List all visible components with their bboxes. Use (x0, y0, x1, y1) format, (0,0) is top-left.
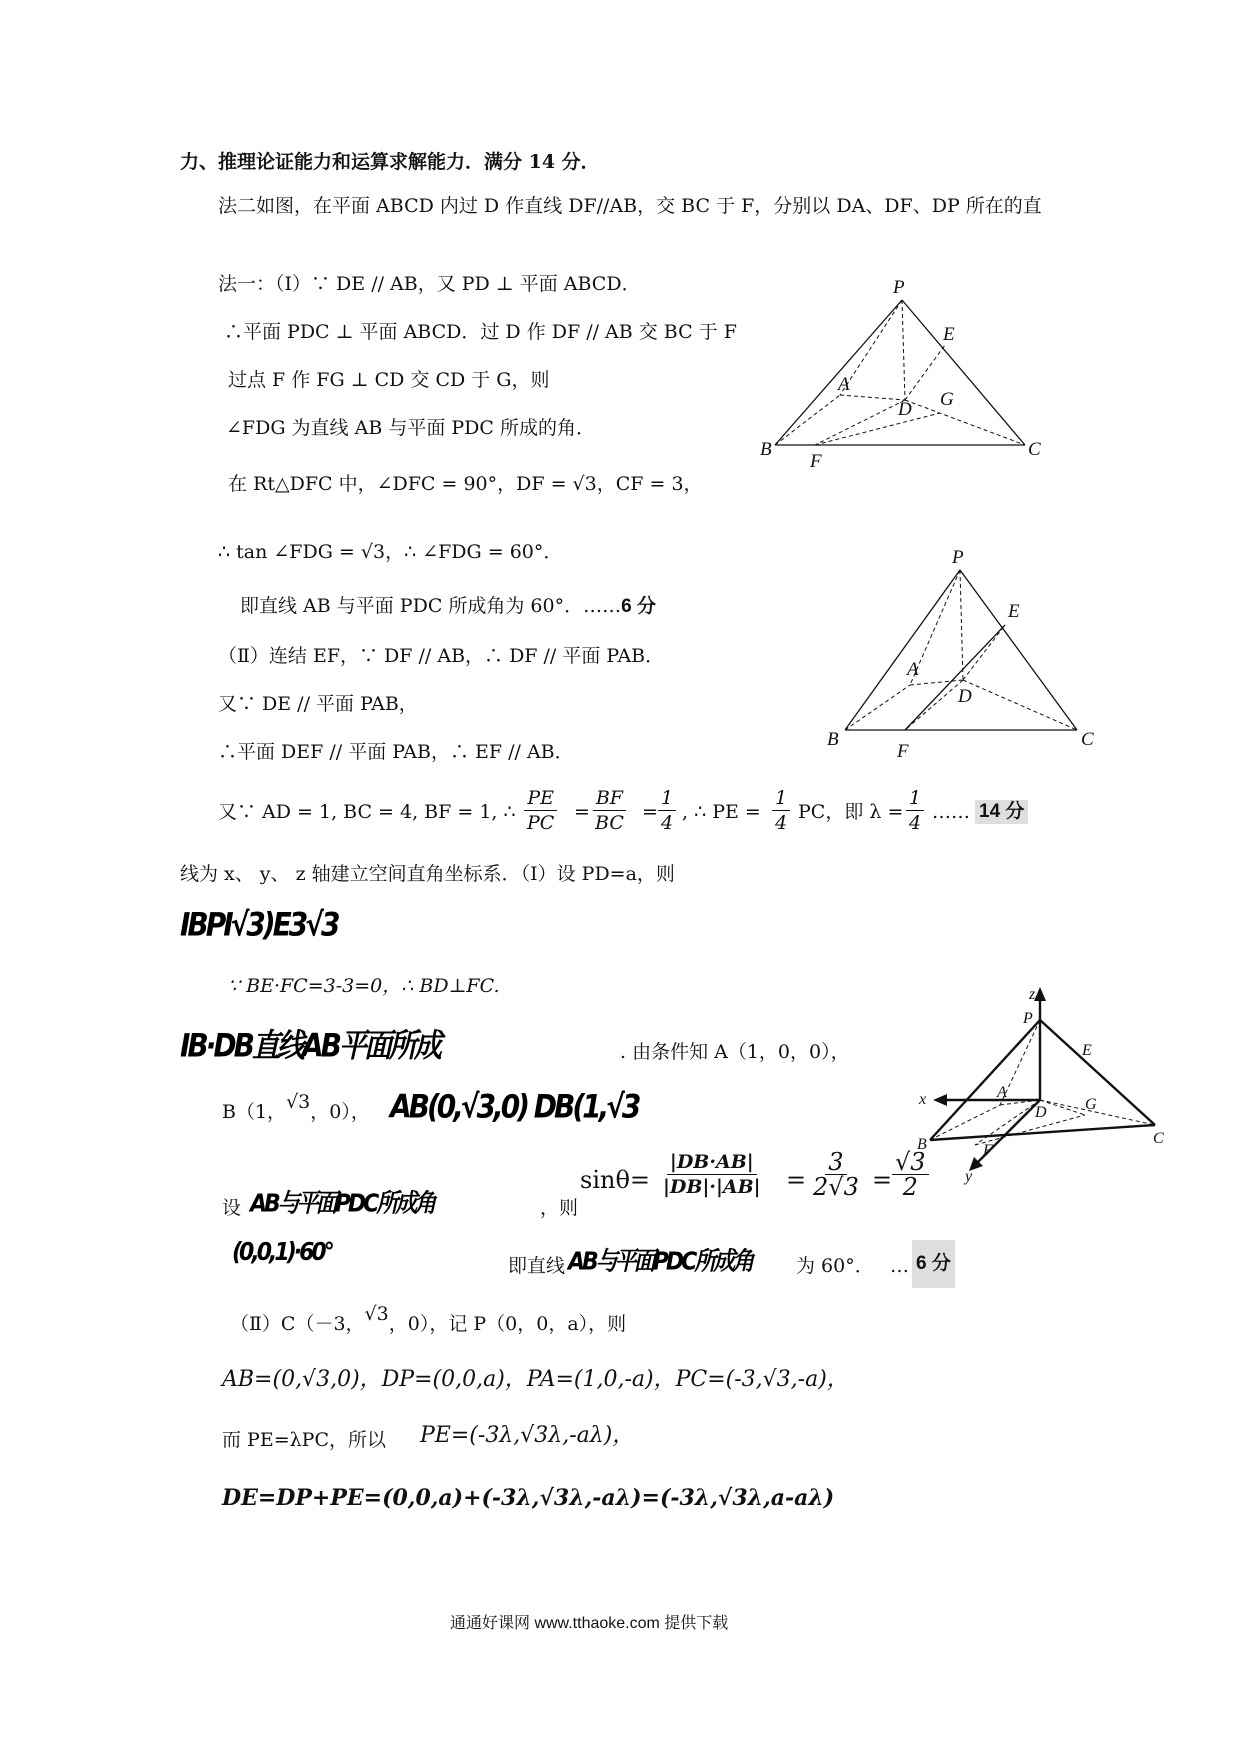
m2-line-7-b: 为 60°． (796, 1255, 874, 1277)
fig1-label-B: B (760, 439, 772, 460)
m2-line-7-dots: … (890, 1255, 909, 1277)
m1-line-6: ∴ tan ∠FDG = √3，∴ ∠FDG = 60°． (218, 541, 563, 563)
figure-1-pyramid (730, 275, 1060, 475)
sin-eq-1: = (786, 1166, 807, 1194)
m2-line-11: DE=DP+PE=(0,0,a)+(-3λ,√3λ,-aλ)=(-3λ,√3λ,a-aλ) (222, 1485, 835, 1511)
fig3-label-x: x (919, 1091, 927, 1108)
fig3-label-F: F (983, 1142, 993, 1159)
fig2-label-F: F (897, 741, 909, 762)
figure-2-pyramid (815, 545, 1105, 765)
garbled-formula-5: AB与平面PDC所成角 (250, 1189, 434, 1219)
fig1-label-E: E (943, 324, 955, 345)
garbled-formula-6: (0,0,1)·60° (232, 1238, 332, 1267)
fig1-label-P: P (893, 277, 905, 298)
m2-line-10-b: PE=(-3λ,√3λ,-aλ)， (420, 1423, 635, 1448)
fig3-label-D: D (1035, 1104, 1047, 1121)
fig2-label-B: B (827, 729, 839, 750)
m2-line-8: （Ⅱ）C（－3，√3，0），记 P（0，0，a），则 (230, 1303, 627, 1335)
m1-line-2: ∴平面 PDC ⊥ 平面 ABCD．过 D 作 DF // AB 交 BC 于 F (224, 321, 737, 343)
header-line-2: 法二如图，在平面 ABCD 内过 D 作直线 DF//AB，交 BC 于 F，分别以 DA、DF、DP 所在的直 (218, 195, 1042, 217)
m2-line-9: AB=(0,√3,0)，DP=(0,0,a)，PA=(1,0,-a)，PC=(-3,√3,-a)， (222, 1367, 849, 1392)
fig1-label-D: D (898, 399, 912, 420)
garbled-formula-4: AB(0,√3,0) DB(1,√3 (390, 1087, 639, 1126)
m1-line-10: ∴平面 DEF // 平面 PAB，∴ EF // AB． (218, 741, 574, 763)
header-line-1: 力、推理论证能力和运算求解能力．满分 14 分． (180, 151, 600, 173)
garbled-formula-1: IBPI√3)E3√3 (180, 905, 338, 944)
fig3-label-P: P (1023, 1010, 1033, 1027)
m2-line-4: . 由条件知 A（1，0，0）， (620, 1041, 850, 1063)
m1-line-4: ∠FDG 为直线 AB 与平面 PDC 所成的角． (226, 417, 595, 439)
sin-theta-frac: |DB·AB| |DB|·|AB| (663, 1151, 761, 1198)
fig3-label-E: E (1082, 1042, 1092, 1059)
fig2-label-E: E (1008, 601, 1020, 622)
m1-line-11-b: , ∴ PE = (682, 801, 761, 823)
fig1-label-C: C (1028, 439, 1041, 460)
figure-3-coordinate-pyramid (905, 985, 1165, 1185)
fig3-label-C: C (1153, 1130, 1164, 1147)
fig1-label-A: A (838, 374, 850, 395)
eq-sign-1: = (574, 801, 590, 823)
garbled-formula-3: IB·DB直线AB平面所成 (180, 1026, 439, 1065)
m1-line-5: 在 Rt△DFC 中，∠DFC = 90°，DF = √3，CF = 3， (228, 473, 703, 495)
m2-line-1: 线为 x、 y、 z 轴建立空间直角坐标系．（Ⅰ）设 PD=a，则 (180, 863, 675, 885)
fig3-label-y: y (965, 1168, 973, 1185)
sin-eq-2: = (872, 1166, 893, 1194)
frac-pe-pc: PE PC (524, 786, 557, 835)
m2-line-7-a: 即直线 (508, 1255, 566, 1277)
fig3-label-A: A (997, 1084, 1007, 1101)
m1-score-14: 14 分 (975, 800, 1028, 824)
m1-line-11-c: PC，即 λ = (798, 801, 904, 823)
frac-1-4-c: 1 4 (906, 786, 924, 835)
sin-result-frac: √3 2 (892, 1150, 929, 1199)
eq-sign-2: = (642, 801, 658, 823)
m1-line-8: （Ⅱ）连结 EF，∵ DF // AB，∴ DF // 平面 PAB． (218, 645, 665, 667)
m2-score-6: 6 分 (912, 1240, 955, 1288)
frac-1-4-a: 1 4 (658, 786, 676, 835)
fig2-label-P: P (952, 547, 964, 568)
m2-line-5: B（1，√3，0）， (222, 1091, 370, 1123)
m2-line-6-b: ，则 (540, 1197, 579, 1219)
m1-line-11-a: 又∵ AD = 1, BC = 4, BF = 1, ∴ (218, 801, 516, 823)
fig2-label-A: A (907, 659, 919, 680)
fig1-label-F: F (810, 451, 822, 472)
m1-line-3: 过点 F 作 FG ⊥ CD 交 CD 于 G，则 (228, 369, 550, 391)
frac-1-4-b: 1 4 (772, 786, 790, 835)
fig3-label-G: G (1085, 1096, 1097, 1113)
m1-line-9: 又∵ DE // 平面 PAB， (218, 693, 418, 715)
m2-line-3: ∵ BE·FC=3-3=0，∴ BD⊥FC. (228, 975, 500, 997)
garbled-formula-7: AB与平面PDC所成角 (568, 1247, 752, 1277)
sin-value-frac: 3 2√3 (813, 1148, 859, 1201)
m2-line-6-a: 设 (222, 1197, 242, 1219)
frac-bf-bc: BF BC (592, 786, 627, 835)
fig3-label-z: z (1029, 986, 1036, 1003)
fig3-label-B: B (917, 1136, 927, 1153)
m1-line-7: 即直线 AB 与平面 PDC 所成角为 60°．……6 分 (240, 595, 656, 617)
m1-score-6: 6 分 (621, 596, 656, 617)
footer-text: 通通好课网 www.tthaoke.com 提供下载 (450, 1615, 729, 1632)
m1-line-1: 法一：（Ⅰ）∵ DE // AB，又 PD ⊥ 平面 ABCD． (218, 273, 641, 295)
m2-line-10-a: 而 PE=λPC，所以 (222, 1429, 386, 1451)
fig1-label-G: G (940, 389, 954, 410)
sin-theta-label: sinθ= (580, 1166, 651, 1194)
fig2-label-C: C (1081, 729, 1094, 750)
m1-line-11-dots: …… (932, 801, 970, 823)
fig2-label-D: D (958, 686, 972, 707)
